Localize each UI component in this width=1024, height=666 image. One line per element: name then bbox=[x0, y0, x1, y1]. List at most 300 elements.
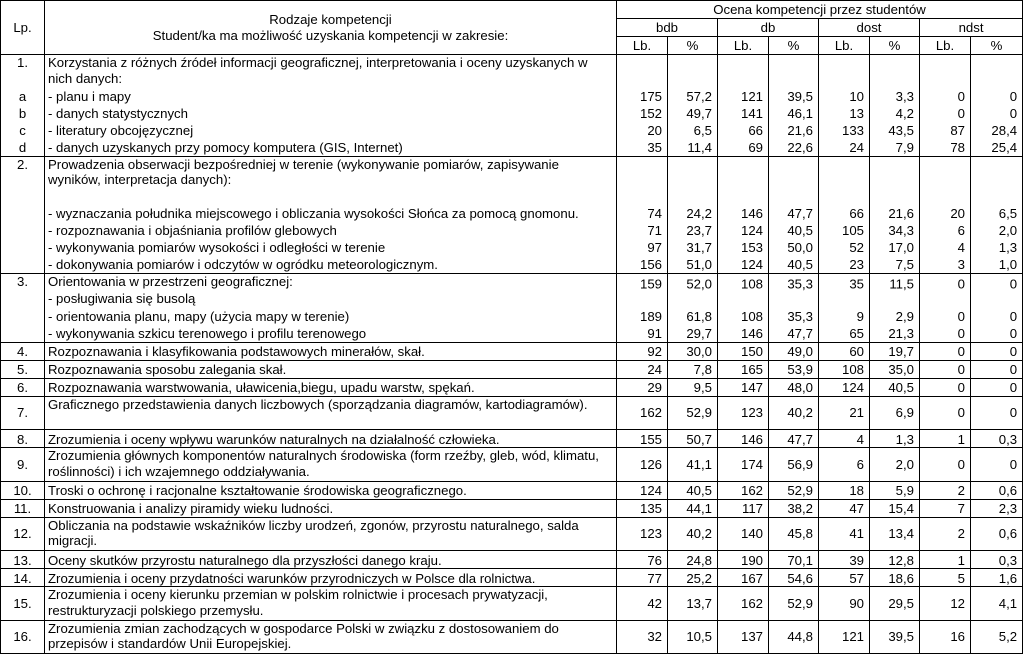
table-row bbox=[1, 156, 1023, 189]
competence-text: Troski o ochronę i racjonalne kształtowanie środowiska geograficznego. bbox=[45, 481, 617, 499]
value-db-percent: 56,9 bbox=[769, 448, 819, 482]
value-ndst-count: 7 bbox=[920, 499, 971, 517]
row-number bbox=[1, 239, 45, 256]
value-db-percent: 21,6 bbox=[769, 122, 819, 139]
value-ndst-percent: 1,0 bbox=[971, 256, 1023, 274]
competence-text: Zrozumienia i oceny wpływu warunków naturalnych na działalność człowieka. bbox=[45, 430, 617, 448]
row-number: 15. bbox=[1, 587, 45, 621]
table-row bbox=[1, 55, 1023, 88]
value-db-count: 162 bbox=[718, 587, 769, 621]
value-ndst-count: 0 bbox=[920, 342, 971, 360]
value-ndst-count: 0 bbox=[920, 308, 971, 325]
value-bdb-count: 162 bbox=[617, 396, 668, 430]
table-row bbox=[1, 587, 1023, 621]
value-dost-count: 23 bbox=[819, 256, 870, 274]
value-bdb-count bbox=[617, 156, 668, 189]
value-bdb-count: 91 bbox=[617, 325, 668, 343]
table-row bbox=[1, 448, 1023, 482]
value-ndst-percent bbox=[971, 55, 1023, 88]
value-db-count: 141 bbox=[718, 105, 769, 122]
value-ndst-count: 20 bbox=[920, 189, 971, 222]
value-ndst-percent: 4,1 bbox=[971, 587, 1023, 621]
value-dost-count: 121 bbox=[819, 620, 870, 654]
value-ndst-percent: 0 bbox=[971, 342, 1023, 360]
value-bdb-count: 97 bbox=[617, 239, 668, 256]
competence-text: Konstruowania i analizy piramidy wieku ludności. bbox=[45, 499, 617, 517]
value-db-percent: 44,8 bbox=[769, 620, 819, 654]
value-ndst-percent: 0 bbox=[971, 396, 1023, 430]
value-dost-percent: 40,5 bbox=[870, 378, 920, 396]
competence-text: Rozpoznawania warstwowania, uławicenia,biegu, upadu warstw, spękań. bbox=[45, 378, 617, 396]
value-dost-count: 66 bbox=[819, 189, 870, 222]
subheader-dost-percent: % bbox=[870, 37, 920, 55]
value-ndst-percent: 6,5 bbox=[971, 189, 1023, 222]
header-grade-bdb: bdb bbox=[617, 19, 718, 37]
competence-text: - literatury obcojęzycznej bbox=[45, 122, 617, 139]
value-bdb-count: 76 bbox=[617, 551, 668, 569]
table-row bbox=[1, 620, 1023, 654]
value-bdb-percent: 50,7 bbox=[668, 430, 718, 448]
table-row bbox=[1, 291, 1023, 308]
value-bdb-count: 126 bbox=[617, 448, 668, 482]
value-dost-count: 47 bbox=[819, 499, 870, 517]
value-db-count: 121 bbox=[718, 88, 769, 105]
value-dost-percent: 11,5 bbox=[870, 276, 920, 293]
value-bdb-count: 32 bbox=[617, 620, 668, 654]
value-db-count: 123 bbox=[718, 396, 769, 430]
value-dost-percent: 43,5 bbox=[870, 122, 920, 139]
value-ndst-count bbox=[920, 156, 971, 189]
value-db-count bbox=[718, 55, 769, 88]
competence-text: - wyznaczania południka miejscowego i obliczania wysokości Słońca za pomocą gnomonu. bbox=[45, 189, 617, 222]
value-ndst-count: 6 bbox=[920, 222, 971, 239]
value-ndst-count: 0 bbox=[920, 105, 971, 122]
value-db-percent: 50,0 bbox=[769, 239, 819, 256]
value-dost-percent: 4,2 bbox=[870, 105, 920, 122]
competence-text: Orientowania w przestrzeni geograficznej: bbox=[45, 273, 617, 291]
value-dost-count: 9 bbox=[819, 308, 870, 325]
value-bdb-count: 156 bbox=[617, 256, 668, 274]
value-ndst-percent bbox=[971, 156, 1023, 189]
value-dost-count: 24 bbox=[819, 139, 870, 157]
value-db-percent bbox=[769, 55, 819, 88]
value-ndst-count: 0 bbox=[920, 325, 971, 343]
value-db-percent: 49,0 bbox=[769, 342, 819, 360]
value-dost-count: 4 bbox=[819, 430, 870, 448]
value-dost-percent: 15,4 bbox=[870, 499, 920, 517]
table-row bbox=[1, 325, 1023, 343]
subheader-bdb-percent: % bbox=[668, 37, 718, 55]
value-db-percent: 52,9 bbox=[769, 481, 819, 499]
row-number: c bbox=[1, 122, 45, 139]
value-db-count: 69 bbox=[718, 139, 769, 157]
value-db-percent: 40,5 bbox=[769, 256, 819, 274]
value-dost-count: 52 bbox=[819, 239, 870, 256]
table-row bbox=[1, 430, 1023, 448]
value-dost-percent: 34,3 bbox=[870, 222, 920, 239]
value-bdb-percent: 49,7 bbox=[668, 105, 718, 122]
value-ndst-percent: 2,3 bbox=[971, 499, 1023, 517]
value-ndst-percent: 0 bbox=[971, 308, 1023, 325]
value-db-percent: 39,5 bbox=[769, 88, 819, 105]
row-number: a bbox=[1, 88, 45, 105]
value-ndst-percent: 1,3 bbox=[971, 239, 1023, 256]
value-dost-count: 41 bbox=[819, 517, 870, 551]
header-competence-types bbox=[45, 1, 617, 55]
row-number: 11. bbox=[1, 499, 45, 517]
competence-text: Korzystania z różnych źródeł informacji geograficznej, interpretowania i oceny uzyskanych w nich danych: bbox=[45, 55, 617, 88]
table-row bbox=[1, 222, 1023, 239]
value-bdb-percent: 9,5 bbox=[668, 378, 718, 396]
value-db-percent: 22,6 bbox=[769, 139, 819, 157]
subheader-db-percent: % bbox=[769, 37, 819, 55]
value-dost-count: 133 bbox=[819, 122, 870, 139]
value-ndst-count: 4 bbox=[920, 239, 971, 256]
value-bdb-percent: 24,2 bbox=[668, 189, 718, 222]
value-dost-count bbox=[819, 156, 870, 189]
value-bdb-percent: 30,0 bbox=[668, 342, 718, 360]
value-dost-percent: 13,4 bbox=[870, 517, 920, 551]
row-number: 10. bbox=[1, 481, 45, 499]
value-bdb-count: 20 bbox=[617, 122, 668, 139]
value-bdb-percent bbox=[668, 55, 718, 88]
value-dost-percent: 29,5 bbox=[870, 587, 920, 621]
value-db-percent: 45,8 bbox=[769, 517, 819, 551]
value-bdb-count: 135 bbox=[617, 499, 668, 517]
value-db-percent: 48,0 bbox=[769, 378, 819, 396]
row-number: 5. bbox=[1, 360, 45, 378]
competence-text: Rozpoznawania sposobu zalegania skał. bbox=[45, 360, 617, 378]
table-row bbox=[1, 139, 1023, 157]
value-dost-percent bbox=[870, 55, 920, 88]
value-ndst-count: 87 bbox=[920, 122, 971, 139]
value-ndst-count bbox=[920, 55, 971, 88]
value-ndst-percent: 0,6 bbox=[971, 481, 1023, 499]
value-bdb-percent: 41,1 bbox=[668, 448, 718, 482]
competence-text: Zrozumienia i oceny kierunku przemian w polskim rolnictwie i procesach prywatyzacji, restrukturyzacji polskiego przemysłu. bbox=[45, 587, 617, 621]
value-ndst-percent: 0,3 bbox=[971, 430, 1023, 448]
value-ndst-percent: 0 bbox=[971, 88, 1023, 105]
row-number: 6. bbox=[1, 378, 45, 396]
value-bdb-percent bbox=[668, 156, 718, 189]
value-db-count: 150 bbox=[718, 342, 769, 360]
value-ndst-percent: 0,3 bbox=[971, 551, 1023, 569]
table-row bbox=[1, 308, 1023, 325]
value-bdb-percent: 29,7 bbox=[668, 325, 718, 343]
value-db-count: 165 bbox=[718, 360, 769, 378]
value-bdb-percent: 40,5 bbox=[668, 481, 718, 499]
value-db-percent: 35,3 bbox=[769, 308, 819, 325]
value-db-count: 146 bbox=[718, 189, 769, 222]
value-ndst-count: 5 bbox=[920, 569, 971, 587]
value-dost-percent: 6,9 bbox=[870, 396, 920, 430]
table-row bbox=[1, 105, 1023, 122]
table-row bbox=[1, 396, 1023, 430]
competence-text: - rozpoznawania i objaśniania profilów glebowych bbox=[45, 222, 617, 239]
value-db-count: 124 bbox=[718, 222, 769, 239]
value-db-count: 190 bbox=[718, 551, 769, 569]
row-number: 8. bbox=[1, 430, 45, 448]
header-grade-ndst: ndst bbox=[920, 19, 1023, 37]
header-types-line1: Rodzaje kompetencji bbox=[269, 12, 392, 27]
value-bdb-percent: 13,7 bbox=[668, 587, 718, 621]
value-ndst-count: 2 bbox=[920, 517, 971, 551]
row-number: 2. bbox=[1, 156, 45, 189]
value-db-percent: 40,2 bbox=[769, 396, 819, 430]
value-bdb-count: 155 bbox=[617, 430, 668, 448]
value-db-percent: 46,1 bbox=[769, 105, 819, 122]
value-bdb-percent: 52,9 bbox=[668, 396, 718, 430]
value-dost-percent: 12,8 bbox=[870, 551, 920, 569]
value-db-percent bbox=[769, 156, 819, 189]
value-db-percent: 47,7 bbox=[769, 189, 819, 222]
value-bdb-count: 123 bbox=[617, 517, 668, 551]
value-bdb-count: 92 bbox=[617, 342, 668, 360]
value-ndst-percent: 0 bbox=[971, 448, 1023, 482]
value-dost-count: 18 bbox=[819, 481, 870, 499]
value-db-count: 137 bbox=[718, 620, 769, 654]
value-dost-percent: 1,3 bbox=[870, 430, 920, 448]
value-db-count: 146 bbox=[718, 430, 769, 448]
row-number bbox=[1, 222, 45, 239]
competence-text: - orientowania planu, mapy (użycia mapy w terenie) bbox=[45, 308, 617, 325]
row-number: 12. bbox=[1, 517, 45, 551]
value-dost-percent: 19,7 bbox=[870, 342, 920, 360]
competence-text: Rozpoznawania i klasyfikowania podstawowych minerałów, skał. bbox=[45, 342, 617, 360]
table-row bbox=[1, 378, 1023, 396]
value-bdb-count: 74 bbox=[617, 189, 668, 222]
value-ndst-count: 2 bbox=[920, 481, 971, 499]
row-number: 1. bbox=[1, 55, 45, 88]
value-ndst-percent: 1,6 bbox=[971, 569, 1023, 587]
row-number: 7. bbox=[1, 396, 45, 430]
row-number: 16. bbox=[1, 620, 45, 654]
value-db-count: 108 bbox=[718, 276, 769, 293]
value-db-percent: 47,7 bbox=[769, 430, 819, 448]
value-db-count: 66 bbox=[718, 122, 769, 139]
value-ndst-percent: 0 bbox=[971, 360, 1023, 378]
table-row bbox=[1, 481, 1023, 499]
header-grade-dost: dost bbox=[819, 19, 920, 37]
value-dost-count: 35 bbox=[819, 276, 870, 293]
competence-text: Zrozumienia zmian zachodzących w gospodarce Polski w związku z dostosowaniem do przepisów i standardów Unii Europejskiej. bbox=[45, 620, 617, 654]
row-number: 4. bbox=[1, 342, 45, 360]
value-dost-count: 90 bbox=[819, 587, 870, 621]
competence-text: - planu i mapy bbox=[45, 88, 617, 105]
value-dost-percent: 2,0 bbox=[870, 448, 920, 482]
value-ndst-count: 3 bbox=[920, 256, 971, 274]
value-bdb-percent: 6,5 bbox=[668, 122, 718, 139]
value-ndst-count: 16 bbox=[920, 620, 971, 654]
value-dost-percent: 21,3 bbox=[870, 325, 920, 343]
competence-text: - dokonywania pomiarów i odczytów w ogródku meteorologicznym. bbox=[45, 256, 617, 274]
table-row bbox=[1, 342, 1023, 360]
value-db-percent: 47,7 bbox=[769, 325, 819, 343]
value-db-count: 124 bbox=[718, 256, 769, 274]
value-ndst-percent: 28,4 bbox=[971, 122, 1023, 139]
row-number: 14. bbox=[1, 569, 45, 587]
value-bdb-percent: 25,2 bbox=[668, 569, 718, 587]
competence-text: Obliczania na podstawie wskaźników liczby urodzeń, zgonów, przyrostu naturalnego, salda migracji. bbox=[45, 517, 617, 551]
value-bdb-percent: 31,7 bbox=[668, 239, 718, 256]
value-dost-count: 6 bbox=[819, 448, 870, 482]
value-db-count bbox=[718, 156, 769, 189]
table-row bbox=[1, 256, 1023, 274]
value-dost-percent: 17,0 bbox=[870, 239, 920, 256]
value-bdb-count: 71 bbox=[617, 222, 668, 239]
value-dost-percent: 39,5 bbox=[870, 620, 920, 654]
value-ndst-percent: 0 bbox=[971, 105, 1023, 122]
table-row bbox=[1, 360, 1023, 378]
value-dost-percent: 5,9 bbox=[870, 481, 920, 499]
value-dost-count: 39 bbox=[819, 551, 870, 569]
value-dost-count: 105 bbox=[819, 222, 870, 239]
value-db-percent: 54,6 bbox=[769, 569, 819, 587]
value-dost-percent: 7,5 bbox=[870, 256, 920, 274]
value-dost-count: 65 bbox=[819, 325, 870, 343]
value-dost-count: 124 bbox=[819, 378, 870, 396]
value-ndst-percent: 0,6 bbox=[971, 517, 1023, 551]
value-db-count: 153 bbox=[718, 239, 769, 256]
value-bdb-count: 35 bbox=[617, 139, 668, 157]
row-number: 13. bbox=[1, 551, 45, 569]
value-db-percent: 70,1 bbox=[769, 551, 819, 569]
row-number bbox=[1, 325, 45, 343]
value-bdb-percent: 52,0 bbox=[668, 276, 718, 293]
subheader-dost-count: Lb. bbox=[819, 37, 870, 55]
header-lp: Lp. bbox=[1, 1, 45, 55]
value-bdb-count: 42 bbox=[617, 587, 668, 621]
value-db-count: 174 bbox=[718, 448, 769, 482]
value-db-percent: 53,9 bbox=[769, 360, 819, 378]
competence-text: Oceny skutków przyrostu naturalnego dla przyszłości danego kraju. bbox=[45, 551, 617, 569]
competence-text: Prowadzenia obserwacji bezpośredniej w terenie (wykonywanie pomiarów, zapisywanie wyników, interpretacja danych): bbox=[45, 156, 617, 189]
value-dost-percent bbox=[870, 156, 920, 189]
header-grade-db: db bbox=[718, 19, 819, 37]
value-dost-count: 60 bbox=[819, 342, 870, 360]
value-dost-percent: 3,3 bbox=[870, 88, 920, 105]
value-bdb-percent: 44,1 bbox=[668, 499, 718, 517]
value-db-count: 147 bbox=[718, 378, 769, 396]
value-bdb-percent: 61,8 bbox=[668, 308, 718, 325]
value-bdb-percent: 23,7 bbox=[668, 222, 718, 239]
row-number bbox=[1, 189, 45, 222]
table-row bbox=[1, 88, 1023, 105]
competence-text: - posługiwania się busolą bbox=[45, 291, 617, 308]
value-bdb-count: 77 bbox=[617, 569, 668, 587]
value-dost-percent: 21,6 bbox=[870, 189, 920, 222]
value-dost-count: 10 bbox=[819, 88, 870, 105]
value-bdb-percent: 10,5 bbox=[668, 620, 718, 654]
value-db-percent: 35,3 bbox=[769, 276, 819, 293]
value-db-percent: 40,5 bbox=[769, 222, 819, 239]
value-db-percent: 38,2 bbox=[769, 499, 819, 517]
value-ndst-count: 1 bbox=[920, 430, 971, 448]
value-ndst-percent: 2,0 bbox=[971, 222, 1023, 239]
row-number: b bbox=[1, 105, 45, 122]
subheader-ndst-percent: % bbox=[971, 37, 1023, 55]
value-ndst-count: 0 bbox=[920, 276, 971, 293]
value-bdb-count: 29 bbox=[617, 378, 668, 396]
value-bdb-count: 24 bbox=[617, 360, 668, 378]
value-bdb-count: 152 bbox=[617, 105, 668, 122]
value-db-count: 140 bbox=[718, 517, 769, 551]
value-ndst-count: 0 bbox=[920, 378, 971, 396]
value-ndst-percent: 0 bbox=[971, 325, 1023, 343]
competence-text: - wykonywania pomiarów wysokości i odległości w terenie bbox=[45, 239, 617, 256]
value-bdb-percent: 11,4 bbox=[668, 139, 718, 157]
value-dost-count: 13 bbox=[819, 105, 870, 122]
competence-text: - danych statystycznych bbox=[45, 105, 617, 122]
table-row bbox=[1, 239, 1023, 256]
value-db-count: 117 bbox=[718, 499, 769, 517]
value-ndst-count: 0 bbox=[920, 448, 971, 482]
competence-text: - danych uzyskanych przy pomocy komputera (GIS, Internet) bbox=[45, 139, 617, 157]
value-ndst-percent: 25,4 bbox=[971, 139, 1023, 157]
value-db-count: 146 bbox=[718, 325, 769, 343]
value-bdb-count: 189 bbox=[617, 308, 668, 325]
value-dost-percent: 18,6 bbox=[870, 569, 920, 587]
value-db-count: 108 bbox=[718, 308, 769, 325]
subheader-bdb-count: Lb. bbox=[617, 37, 668, 55]
value-bdb-percent: 40,2 bbox=[668, 517, 718, 551]
row-number bbox=[1, 308, 45, 325]
subheader-db-count: Lb. bbox=[718, 37, 769, 55]
value-bdb-percent: 7,8 bbox=[668, 360, 718, 378]
value-dost-count: 57 bbox=[819, 569, 870, 587]
value-bdb-count: 124 bbox=[617, 481, 668, 499]
value-ndst-percent: 5,2 bbox=[971, 620, 1023, 654]
value-ndst-count: 0 bbox=[920, 396, 971, 430]
value-ndst-count: 1 bbox=[920, 551, 971, 569]
value-ndst-count: 0 bbox=[920, 360, 971, 378]
value-bdb-count bbox=[617, 55, 668, 88]
value-bdb-percent: 24,8 bbox=[668, 551, 718, 569]
competence-text: Graficznego przedstawienia danych liczbowych (sporządzania diagramów, kartodiagramów). bbox=[45, 396, 617, 430]
value-db-percent: 52,9 bbox=[769, 587, 819, 621]
value-ndst-count: 78 bbox=[920, 139, 971, 157]
row-number bbox=[1, 291, 45, 308]
value-dost-percent: 7,9 bbox=[870, 139, 920, 157]
table-row bbox=[1, 517, 1023, 551]
table-row bbox=[1, 499, 1023, 517]
competence-text: Zrozumienia głównych komponentów naturalnych środowiska (form rzeźby, gleb, wód, klimatu, roślinności) i ich wzajemnego oddziaływania. bbox=[45, 448, 617, 482]
value-dost-count: 21 bbox=[819, 396, 870, 430]
row-number: d bbox=[1, 139, 45, 157]
value-bdb-count: 159 bbox=[617, 276, 668, 293]
value-ndst-count: 12 bbox=[920, 587, 971, 621]
value-db-count: 167 bbox=[718, 569, 769, 587]
value-dost-count bbox=[819, 55, 870, 88]
value-bdb-percent: 51,0 bbox=[668, 256, 718, 274]
row-number: 3. bbox=[1, 273, 45, 291]
value-bdb-percent: 57,2 bbox=[668, 88, 718, 105]
table-row bbox=[1, 189, 1023, 222]
value-bdb-count: 175 bbox=[617, 88, 668, 105]
subheader-ndst-count: Lb. bbox=[920, 37, 971, 55]
table-row bbox=[1, 569, 1023, 587]
value-ndst-percent: 0 bbox=[971, 378, 1023, 396]
value-dost-percent: 35,0 bbox=[870, 360, 920, 378]
header-assessment: Ocena kompetencji przez studentów bbox=[617, 1, 1023, 19]
header-types-line2: Student/ka ma możliwość uzyskania kompetencji w zakresie: bbox=[152, 27, 509, 43]
row-number: 9. bbox=[1, 448, 45, 482]
table-row bbox=[1, 122, 1023, 139]
value-ndst-percent: 0 bbox=[971, 276, 1023, 293]
table-row bbox=[1, 551, 1023, 569]
value-dost-percent: 2,9 bbox=[870, 308, 920, 325]
row-number bbox=[1, 256, 45, 274]
